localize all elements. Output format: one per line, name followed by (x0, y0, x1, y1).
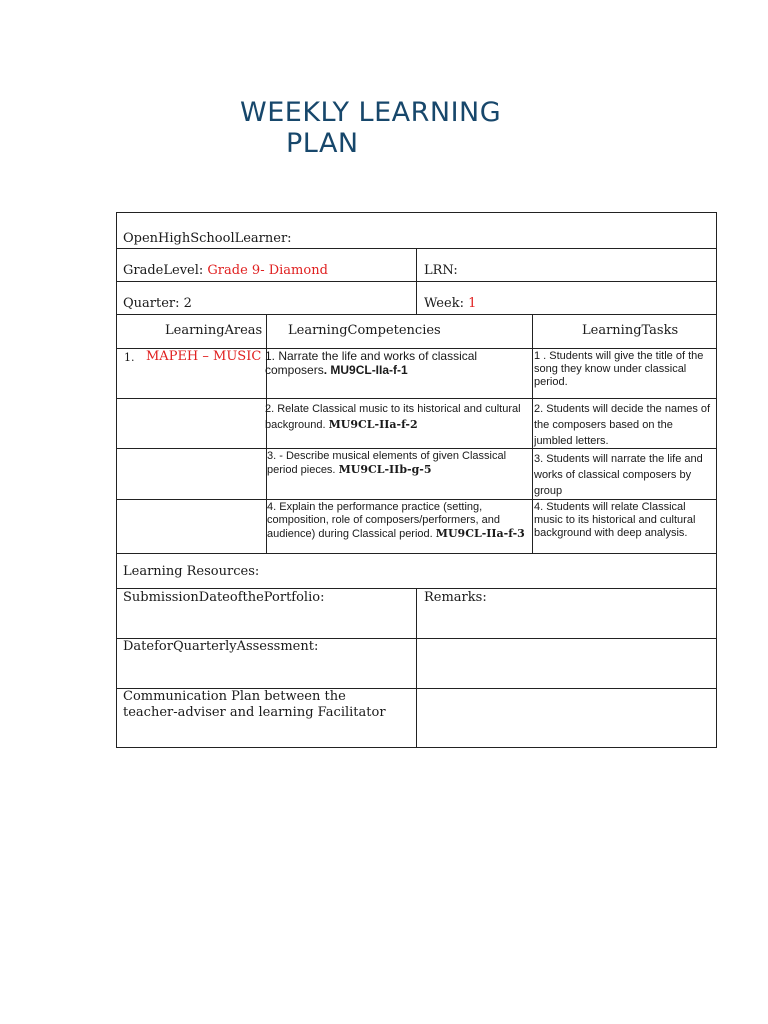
competency-text: 4. Explain the performance practice (setting, composition, role of composers/performers, and audience) during Classical period. (267, 501, 500, 540)
task-1: 1 . Students will give the title of the song they know under classical period. (534, 350, 704, 388)
rule (117, 398, 716, 399)
page-title (240, 97, 540, 159)
rule (117, 499, 716, 500)
competency-code: MU9CL-IIa-f-3 (435, 527, 525, 540)
grade-level (123, 263, 328, 279)
title-line-2: PLAN (286, 128, 359, 159)
quarter-label: Quarter: 2 (123, 296, 192, 311)
remarks-label: Remarks: (424, 590, 487, 605)
rule (117, 553, 716, 554)
submission-label: SubmissionDateofthePortfolio: (123, 590, 325, 605)
learner-label: OpenHighSchoolLearner: (123, 231, 292, 246)
rule (532, 314, 533, 553)
competency-3 (267, 450, 527, 477)
competency-code: . MU9CL-IIa-f-1 (323, 363, 408, 377)
column-header-tasks: LearningTasks (582, 323, 679, 338)
week (424, 296, 476, 312)
title-line-1: WEEKLY LEARNING (240, 97, 502, 128)
competency-code: MU9CL-IIa-f-2 (328, 418, 418, 431)
lrn-label: LRN: (424, 263, 458, 278)
week-label: Week: (424, 296, 464, 311)
competency-text: 2. Relate Classical music to its historical and cultural background. (265, 403, 521, 431)
learning-plan-table (116, 212, 717, 748)
column-header-areas: LearningAreas (165, 323, 263, 338)
grade-level-value: Grade 9- Diamond (207, 263, 328, 278)
competency-4 (267, 501, 529, 541)
competency-text: 3. - Describe musical elements of given Classical period pieces. (267, 450, 507, 476)
task-4: 4. Students will relate Classical music to its historical and cultural background with deep analysis. (534, 501, 696, 539)
resources-label: Learning Resources: (123, 564, 260, 579)
assessment-label: DateforQuarterlyAssessment: (123, 639, 319, 654)
competency-2 (265, 402, 527, 433)
rule (416, 588, 417, 748)
competency-code: MU9CL-IIb-g-5 (338, 463, 432, 476)
column-header-competencies: LearningCompetencies (288, 323, 441, 338)
area-name: MAPEH – MUSIC (146, 349, 262, 364)
grade-level-label: GradeLevel: (123, 263, 204, 278)
rule (117, 314, 716, 315)
task-3: 3. Students will narrate the life and works of classical composers by group (534, 453, 703, 497)
week-value: 1 (468, 296, 477, 311)
area-number: 1. (124, 351, 135, 364)
competency-text: 1. Narrate the life and works of classical composers (265, 349, 478, 377)
competency-1 (265, 349, 511, 377)
communication-label: Communication Plan between the teacher-adviser and learning Facilitator (123, 689, 386, 720)
task-2: 2. Students will decide the names of the composers based on the jumbled letters. (534, 403, 711, 447)
rule (416, 248, 417, 314)
